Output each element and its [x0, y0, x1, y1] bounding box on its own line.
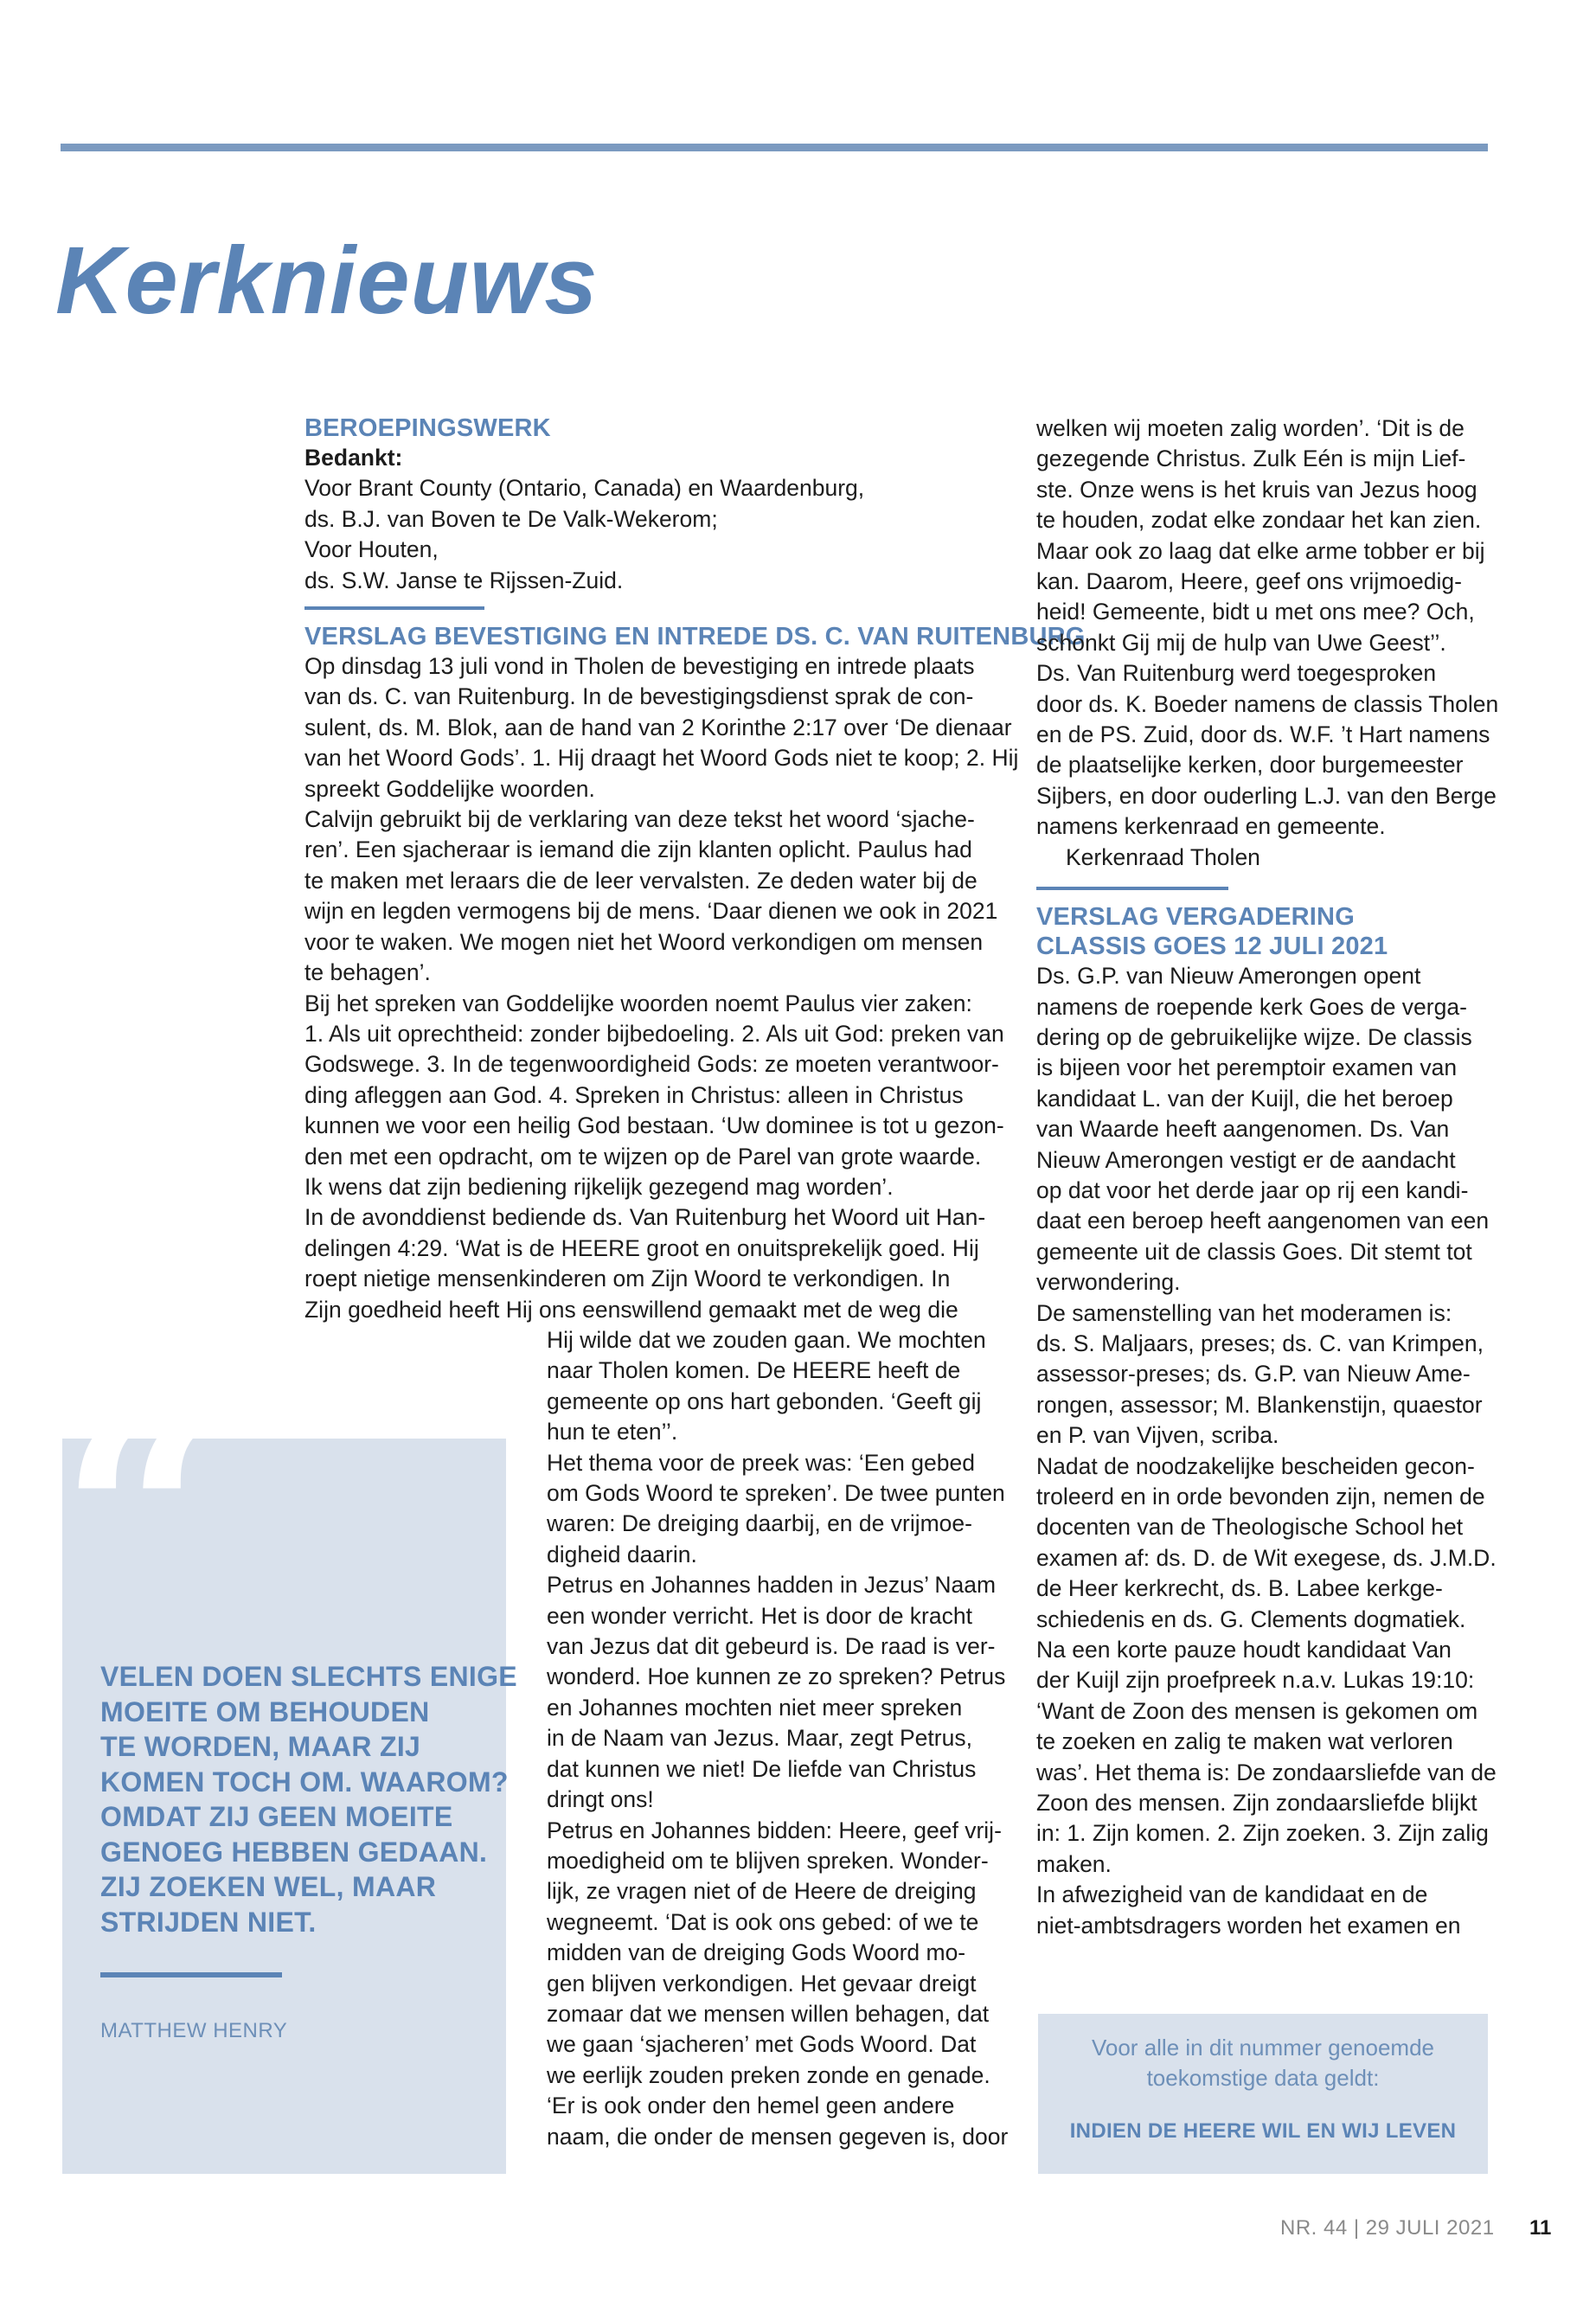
text-line: wegneemt. ‘Dat is ook ons gebed: of we te	[547, 1908, 979, 1935]
quote-author: MATTHEW HENRY	[100, 2019, 288, 2042]
quote-line: GENOEG HEBBEN GEDAAN.	[100, 1836, 488, 1868]
text-line: namens kerkenraad en gemeente.	[1036, 813, 1386, 840]
note-line-2: toekomstige data geldt:	[1146, 2065, 1380, 2091]
article-continuation-text	[1036, 413, 1499, 843]
quote-rule	[100, 1972, 282, 1977]
text-line: Ik wens dat zijn bediening rijkelijk gezegend mag worden’.	[304, 1173, 894, 1200]
text-line: Op dinsdag 13 juli vond in Tholen de bevestiging en intrede plaats	[304, 653, 975, 680]
text-line: moedigheid om te blijven spreken. Wonder-	[547, 1847, 989, 1874]
heading-verslag-bevestiging: VERSLAG BEVESTIGING EN INTREDE DS. C. VAN RUITENBURG	[304, 623, 1086, 651]
text-line: In de avonddienst bediende ds. Van Ruitenburg het Woord uit Han-	[304, 1204, 986, 1231]
text-line: van ds. C. van Ruitenburg. In de bevestigingsdienst sprak de con-	[304, 683, 974, 710]
text-line: schiedenis en ds. G. Clements dogmatiek.	[1036, 1606, 1466, 1632]
text-line: troleerd en in orde bevonden zijn, nemen de	[1036, 1484, 1485, 1509]
heading-verslag-classis-2: CLASSIS GOES 12 JULI 2021	[1036, 933, 1388, 961]
text-line: Bij het spreken van Goddelijke woorden noemt Paulus vier zaken:	[304, 990, 972, 1016]
text-line: ‘Want de Zoon des mensen is gekomen om	[1036, 1697, 1478, 1724]
text-line: Maar ook zo laag dat elke arme tobber er bij	[1036, 537, 1485, 564]
text-line: Ds. G.P. van Nieuw Amerongen opent	[1036, 963, 1421, 990]
text-line: rongen, assessor; M. Blankenstijn, quaestor	[1036, 1391, 1483, 1418]
text-line: van Jezus dat dit gebeurd is. De raad is ver-	[547, 1633, 996, 1660]
text-line: roept nietige mensenkinderen om Zijn Woord te verkondigen. In	[304, 1266, 951, 1292]
text-line: zomaar dat we mensen willen behagen, dat	[547, 2000, 990, 2027]
text-line: In afwezigheid van de kandidaat en de	[1036, 1881, 1428, 1908]
text-line: Na een korte pauze houdt kandidaat Van	[1036, 1637, 1452, 1663]
text-line: ren’. Een sjacheraar is iemand die zijn klanten oplicht. Paulus had	[304, 836, 972, 863]
text-line: in de Naam van Jezus. Maar, zegt Petrus,	[547, 1725, 972, 1752]
text-line: namens de roepende kerk Goes de verga-	[1036, 993, 1467, 1020]
text-line: gemeente op ons hart gebonden. ‘Geeft gij	[547, 1388, 982, 1414]
column-3	[1036, 413, 1499, 1941]
text-line: Calvijn gebruikt bij de verklaring van deze tekst het woord ‘sjache-	[304, 806, 975, 833]
text-line: sulent, ds. M. Blok, aan de hand van 2 Korinthe 2:17 over ‘De dienaar	[304, 714, 1012, 740]
text-line: midden van de dreiging Gods Woord mo-	[547, 1939, 966, 1966]
section-rule	[304, 606, 484, 610]
text-line: dringt ons!	[547, 1786, 654, 1813]
text-line: 1. Als uit oprechtheid: zonder bijbedoeling. 2. Als uit God: preken van	[304, 1020, 1004, 1047]
text-line: niet-ambtsdragers worden het examen en	[1036, 1912, 1461, 1939]
footer-issue: NR. 44 | 29 JULI 2021	[1280, 2216, 1495, 2240]
text-line: hun te eten’’.	[547, 1419, 678, 1445]
text-line: den met een opdracht, om te wijzen op de Parel van grote waarde.	[304, 1143, 982, 1170]
bedankt-label: Bedankt:	[304, 445, 403, 471]
text-line: daat een beroep heeft aangenomen van een	[1036, 1208, 1490, 1234]
text-line: Godswege. 3. In de tegenwoordigheid Gods: ze moeten verantwoor-	[304, 1051, 999, 1078]
top-rule	[61, 144, 1488, 151]
text-line: Zoon des mensen. Zijn zondaarsliefde blijkt	[1036, 1790, 1477, 1817]
page-number: 11	[1529, 2216, 1552, 2240]
text-line: welken wij moeten zalig worden’. ‘Dit is de	[1036, 415, 1465, 441]
text-line: we eerlijk zouden preken zonde en genade.	[547, 2061, 990, 2088]
beroep-line: ds. S.W. Janse te Rijssen-Zuid.	[304, 567, 624, 593]
beroep-list	[304, 473, 997, 596]
signature: Kerkenraad Tholen	[1066, 843, 1260, 870]
text-line: door ds. K. Boeder namens de classis Tholen	[1036, 690, 1499, 717]
text-line: was’. Het thema is: De zondaarsliefde van de	[1036, 1759, 1497, 1785]
page-title: Kerknieuws	[55, 228, 599, 334]
text-line: te zoeken en zalig te maken wat verloren	[1036, 1728, 1453, 1755]
text-line: spreekt Goddelijke woorden.	[304, 775, 595, 802]
text-line: Nieuw Amerongen vestigt er de aandacht	[1036, 1146, 1456, 1173]
text-line: examen af: ds. D. de Wit exegese, ds. J.M.D.	[1036, 1544, 1497, 1571]
quote-line: VELEN DOEN SLECHTS ENIGE	[100, 1661, 517, 1692]
text-line: ding afleggen aan God. 4. Spreken in Christus: alleen in Christus	[304, 1081, 964, 1108]
text-line: een wonder verricht. Het is door de kracht	[547, 1602, 972, 1629]
text-line: docenten van de Theologische School het	[1036, 1514, 1464, 1541]
heading-verslag-classis-1: VERSLAG VERGADERING	[1036, 903, 1355, 932]
text-line: de plaatselijke kerken, door burgemeester	[1036, 752, 1464, 779]
text-line: digheid daarin.	[547, 1541, 697, 1567]
text-line: verwondering.	[1036, 1269, 1181, 1296]
text-line: De samenstelling van het moderamen is:	[1036, 1299, 1452, 1326]
text-line: van Waarde heeft aangenomen. Ds. Van	[1036, 1116, 1450, 1143]
text-line: in: 1. Zijn komen. 2. Zijn zoeken. 3. Zijn zalig	[1036, 1820, 1489, 1847]
text-line: dat kunnen we niet! De liefde van Christus	[547, 1755, 977, 1782]
quote-line: STRIJDEN NIET.	[100, 1906, 317, 1938]
text-line: is bijeen voor het peremptoir examen van	[1036, 1054, 1458, 1081]
text-line: delingen 4:29. ‘Wat is de HEERE groot en onuitsprekelijk goed. Hij	[304, 1234, 979, 1261]
text-line: Zijn goedheid heeft Hij ons eenswillend gemaakt met de weg die	[304, 1296, 958, 1323]
quote-line: KOMEN TOCH OM. WAAROM?	[100, 1766, 509, 1798]
text-line: gemeente uit de classis Goes. Dit stemt tot	[1036, 1238, 1472, 1265]
text-line: ‘Er is ook onder den hemel geen andere	[547, 2093, 955, 2119]
article-bevestiging-text	[304, 651, 1019, 1325]
text-line: assessor-preses; ds. G.P. van Nieuw Ame-	[1036, 1361, 1471, 1388]
text-line: voor te waken. We mogen niet het Woord verkondigen om mensen	[304, 928, 984, 955]
quote-line: MOEITE OM BEHOUDEN	[100, 1695, 430, 1727]
text-line: kan. Daarom, Heere, geef ons vrijmoedig-	[1036, 568, 1462, 595]
text-line: om Gods Woord te spreken’. De twee punten	[547, 1480, 1005, 1507]
text-line: te maken met leraars die de leer vervalsten. Ze deden water bij de	[304, 867, 977, 894]
text-line: dering op de gebruikelijke wijze. De classis	[1036, 1023, 1472, 1050]
text-line: schonkt Gij mij de hulp van Uwe Geest’’.	[1036, 629, 1446, 656]
beroep-line: Voor Houten,	[304, 536, 439, 563]
text-line: en de PS. Zuid, door ds. W.F. ’t Hart namens	[1036, 721, 1490, 748]
text-line: Hij wilde dat we zouden gaan. We mochten	[547, 1327, 986, 1353]
note-line-1: Voor alle in dit nummer genoemde	[1091, 2035, 1434, 2061]
text-line: van het Woord Gods’. 1. Hij draagt het Woord Gods niet te koop; 2. Hij	[304, 745, 1019, 772]
text-line: kandidaat L. van der Kuijl, die het beroep	[1036, 1085, 1453, 1112]
text-line: kunnen we voor een heilig God bestaan. ‘Uw dominee is tot u gezon-	[304, 1112, 1004, 1139]
text-line: op dat voor het derde jaar op rij een kandi-	[1036, 1176, 1469, 1203]
text-line: der Kuijl zijn proefpreek n.a.v. Lukas 19:10:	[1036, 1667, 1475, 1694]
text-line: gen blijven verkondigen. Het gevaar dreigt	[547, 1970, 977, 1997]
heading-beroepingswerk: BEROEPINGSWERK	[304, 414, 551, 442]
note-box	[1038, 2014, 1488, 2174]
text-line: de Heer kerkrecht, ds. B. Labee kerkge-	[1036, 1575, 1443, 1602]
text-line: wijn en legden vermogens bij de mens. ‘Daar dienen we ook in 2021	[304, 898, 998, 925]
text-line: maken.	[1036, 1850, 1112, 1877]
text-line: Ds. Van Ruitenburg werd toegesproken	[1036, 660, 1437, 687]
text-line: ds. S. Maljaars, preses; ds. C. van Krimpen,	[1036, 1330, 1484, 1356]
column-1	[304, 413, 1086, 1325]
text-line: te houden, zodat elke zondaar het kan zien.	[1036, 507, 1482, 534]
text-line: gezegende Christus. Zulk Eén is mijn Lief-	[1036, 445, 1466, 472]
text-line: te behagen’.	[304, 959, 431, 986]
text-line: lijk, ze vragen niet of de Heere de dreiging	[547, 1878, 977, 1905]
text-line: en P. van Vijven, scriba.	[1036, 1422, 1279, 1449]
quote-line: TE WORDEN, MAAR ZIJ	[100, 1731, 421, 1762]
article-classis-text	[1036, 961, 1497, 1941]
text-line: heid! Gemeente, bidt u met ons mee? Och,	[1036, 599, 1475, 625]
quote-line: ZIJ ZOEKEN WEL, MAAR	[100, 1871, 437, 1902]
text-line: we gaan ‘sjacheren’ met Gods Woord. Dat	[547, 2031, 977, 2058]
text-line: wonderd. Hoe kunnen ze zo spreken? Petrus	[547, 1663, 1006, 1690]
text-line: Sijbers, en door ouderling L.J. van den Berge	[1036, 782, 1497, 809]
pull-quote	[100, 1659, 517, 1939]
text-line: ste. Onze wens is het kruis van Jezus hoog	[1036, 476, 1477, 503]
text-line: naam, die onder de mensen gegeven is, door	[547, 2123, 1009, 2150]
text-line: Nadat de noodzakelijke bescheiden gecon-	[1036, 1452, 1475, 1479]
text-line: waren: De dreiging daarbij, en de vrijmoe-	[547, 1510, 972, 1537]
beroep-line: Voor Brant County (Ontario, Canada) en Waardenburg,	[304, 475, 865, 502]
text-line: naar Tholen komen. De HEERE heeft de	[547, 1357, 961, 1384]
text-line: Het thema voor de preek was: ‘Een gebed	[547, 1449, 975, 1476]
beroep-line: ds. B.J. van Boven te De Valk-Wekerom;	[304, 505, 718, 532]
note-emphasis: INDIEN DE HEERE WIL EN WIJ LEVEN	[1069, 2119, 1457, 2143]
column-2	[547, 1325, 1009, 2152]
text-line: Petrus en Johannes bidden: Heere, geef vrij-	[547, 1817, 1002, 1843]
quote-mark-icon: “	[59, 1350, 223, 1686]
section-rule-2	[1036, 887, 1228, 890]
quote-line: OMDAT ZIJ GEEN MOEITE	[100, 1801, 453, 1832]
text-line: Petrus en Johannes hadden in Jezus’ Naam	[547, 1572, 997, 1599]
text-line: en Johannes mochten niet meer spreken	[547, 1694, 963, 1721]
